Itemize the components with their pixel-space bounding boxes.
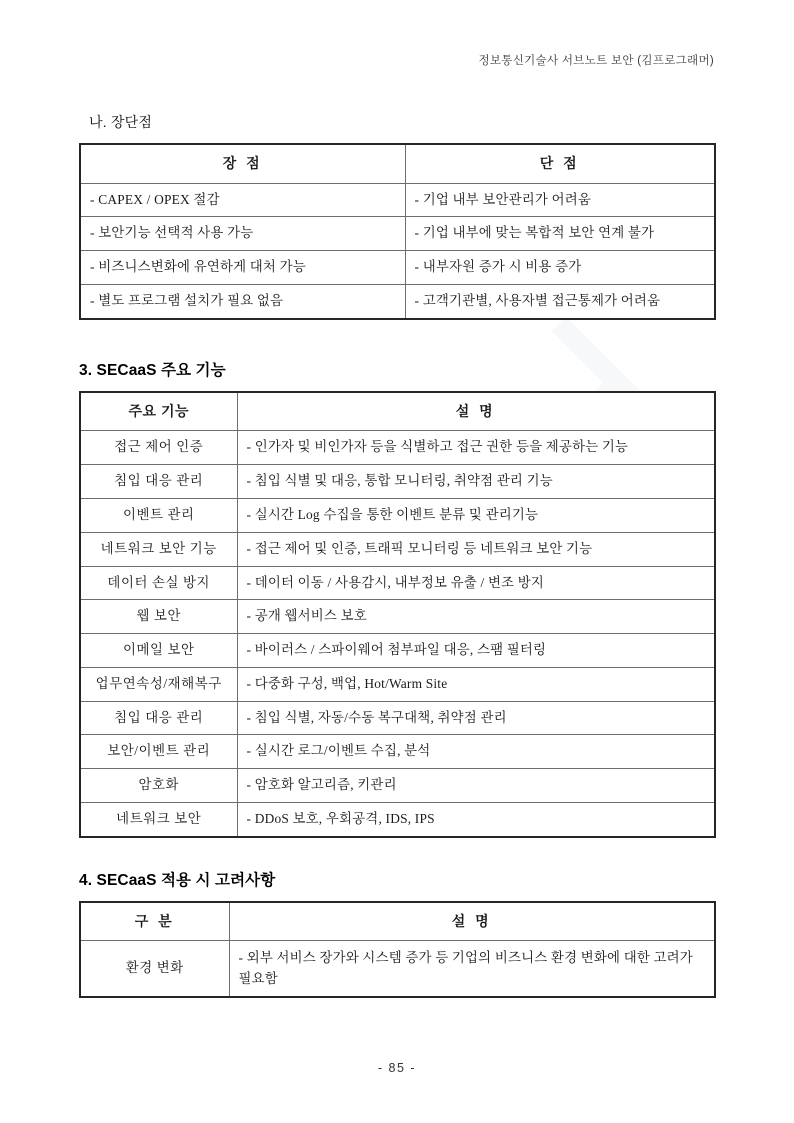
cell-function: 업무연속성/재해복구 bbox=[80, 667, 237, 701]
cell-description: - 공개 웹서비스 보호 bbox=[237, 600, 715, 634]
cell-con: - 고객기관별, 사용자별 접근통제가 어려움 bbox=[405, 284, 715, 318]
cell-description: - 인가자 및 비인가자 등을 식별하고 접근 권한 등을 제공하는 기능 bbox=[237, 431, 715, 465]
cell-description: - 접근 제어 및 인증, 트래픽 모니터링 등 네트워크 보안 기능 bbox=[237, 532, 715, 566]
cell-description: - 바이러스 / 스파이웨어 첨부파일 대응, 스팸 필터링 bbox=[237, 634, 715, 668]
cell-pro: - 비즈니스변화에 유연하게 대처 가능 bbox=[80, 251, 405, 285]
cell-function: 이메일 보안 bbox=[80, 634, 237, 668]
column-header-category: 구 분 bbox=[80, 902, 229, 941]
cell-pro: - CAPEX / OPEX 절감 bbox=[80, 183, 405, 217]
table-row bbox=[80, 769, 715, 803]
cell-description: - 외부 서비스 장가와 시스템 증가 등 기업의 비즈니스 환경 변화에 대한 고려가 필요함 bbox=[229, 941, 715, 997]
cell-description: - 실시간 로그/이벤트 수집, 분석 bbox=[237, 735, 715, 769]
cell-description: - 침입 식별 및 대응, 통합 모니터링, 취약점 관리 기능 bbox=[237, 465, 715, 499]
cell-function: 데이터 손실 방지 bbox=[80, 566, 237, 600]
cell-description: - 데이터 이동 / 사용감시, 내부정보 유출 / 변조 방지 bbox=[237, 566, 715, 600]
table-row bbox=[80, 217, 715, 251]
cell-function: 암호화 bbox=[80, 769, 237, 803]
section-heading-main-functions: 3. SECaaS 주요 기능 bbox=[79, 361, 226, 379]
main-functions-table bbox=[79, 391, 716, 838]
table-row bbox=[80, 284, 715, 318]
subsection-heading-pros-cons: 나. 장단점 bbox=[89, 114, 153, 130]
table-header-row bbox=[80, 144, 715, 183]
page-footer: - 85 - bbox=[377, 1061, 417, 1075]
table-row bbox=[80, 802, 715, 836]
cell-description: - DDoS 보호, 우회공격, IDS, IPS bbox=[237, 802, 715, 836]
pros-cons-table bbox=[79, 143, 716, 320]
cell-function: 침입 대응 관리 bbox=[80, 465, 237, 499]
table-row bbox=[80, 667, 715, 701]
cell-description: - 암호화 알고리즘, 키관리 bbox=[237, 769, 715, 803]
cell-function: 웹 보안 bbox=[80, 600, 237, 634]
cell-description: - 다중화 구성, 백업, Hot/Warm Site bbox=[237, 667, 715, 701]
cell-con: - 기업 내부 보안관리가 어려움 bbox=[405, 183, 715, 217]
cell-pro: - 보안기능 선택적 사용 가능 bbox=[80, 217, 405, 251]
cell-con: - 내부자원 증가 시 비용 증가 bbox=[405, 251, 715, 285]
cell-con: - 기업 내부에 맞는 복합적 보안 연계 불가 bbox=[405, 217, 715, 251]
table-row bbox=[80, 251, 715, 285]
cell-description: - 침입 식별, 자동/수동 복구대책, 취약점 관리 bbox=[237, 701, 715, 735]
cell-category: 환경 변화 bbox=[80, 941, 229, 997]
section-heading-considerations: 4. SECaaS 적용 시 고려사항 bbox=[79, 871, 276, 889]
table-row bbox=[80, 566, 715, 600]
running-header: 정보통신기술사 서브노트 보안 (김프로그래머) bbox=[478, 55, 714, 67]
table-header-row bbox=[80, 392, 715, 431]
table-row bbox=[80, 532, 715, 566]
column-header-cons: 단 점 bbox=[405, 144, 715, 183]
table-row bbox=[80, 735, 715, 769]
table-row bbox=[80, 941, 715, 997]
table-row bbox=[80, 183, 715, 217]
column-header-description: 설 명 bbox=[237, 392, 715, 431]
cell-function: 네트워크 보안 기능 bbox=[80, 532, 237, 566]
column-header-pros: 장 점 bbox=[80, 144, 405, 183]
cell-function: 침입 대응 관리 bbox=[80, 701, 237, 735]
table-row bbox=[80, 634, 715, 668]
table-row bbox=[80, 600, 715, 634]
cell-function: 보안/이벤트 관리 bbox=[80, 735, 237, 769]
cell-function: 이벤트 관리 bbox=[80, 498, 237, 532]
considerations-table bbox=[79, 901, 716, 998]
table-row bbox=[80, 431, 715, 465]
table-row bbox=[80, 498, 715, 532]
cell-function: 네트워크 보안 bbox=[80, 802, 237, 836]
table-row bbox=[80, 701, 715, 735]
cell-pro: - 별도 프로그램 설치가 필요 없음 bbox=[80, 284, 405, 318]
cell-description: - 실시간 Log 수집을 통한 이벤트 분류 및 관리기능 bbox=[237, 498, 715, 532]
cell-function: 접근 제어 인증 bbox=[80, 431, 237, 465]
table-header-row bbox=[80, 902, 715, 941]
page-content bbox=[79, 112, 714, 998]
table-row bbox=[80, 465, 715, 499]
column-header-description: 설 명 bbox=[229, 902, 715, 941]
column-header-function: 주요 기능 bbox=[80, 392, 237, 431]
